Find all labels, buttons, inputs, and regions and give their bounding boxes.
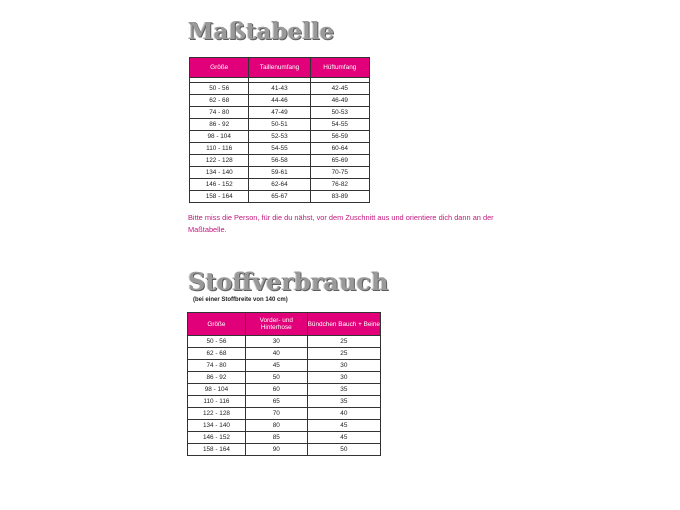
table-cell: 47-49 bbox=[249, 107, 310, 119]
table-cell: 50-53 bbox=[310, 107, 369, 119]
column-header-cuffs: Bündchen Bauch + Beine bbox=[307, 313, 380, 336]
table-cell: 41-43 bbox=[249, 83, 310, 95]
table-cell: 30 bbox=[307, 360, 380, 372]
table-cell: 62-64 bbox=[249, 179, 310, 191]
table-cell: 45 bbox=[245, 360, 307, 372]
table-row bbox=[188, 396, 381, 408]
table-row bbox=[188, 360, 381, 372]
table-cell: 76-82 bbox=[310, 179, 369, 191]
table-cell: 86 - 92 bbox=[188, 372, 246, 384]
table-cell: 50 - 56 bbox=[190, 83, 249, 95]
table-cell: 65-67 bbox=[249, 191, 310, 203]
table-cell: 30 bbox=[307, 372, 380, 384]
table-cell: 50 bbox=[245, 372, 307, 384]
table-header-row bbox=[188, 313, 381, 336]
table-row bbox=[190, 107, 370, 119]
table-row bbox=[188, 372, 381, 384]
table-cell: 110 - 116 bbox=[190, 143, 249, 155]
table-row bbox=[188, 384, 381, 396]
table-cell: 54-55 bbox=[310, 119, 369, 131]
measure-table-body bbox=[190, 83, 370, 203]
table-cell: 90 bbox=[245, 444, 307, 456]
measure-table bbox=[189, 57, 370, 203]
table-cell: 46-49 bbox=[310, 95, 369, 107]
column-header-size: Größe bbox=[188, 313, 246, 336]
table-row bbox=[190, 83, 370, 95]
table-cell: 59-61 bbox=[249, 167, 310, 179]
table-cell: 62 - 68 bbox=[188, 348, 246, 360]
column-header-waist: Taillenumfang bbox=[249, 58, 310, 78]
table-row bbox=[188, 420, 381, 432]
column-header-front-back-pants: Vorder- und Hinterhose bbox=[245, 313, 307, 336]
table-cell: 65 bbox=[245, 396, 307, 408]
table-cell: 60 bbox=[245, 384, 307, 396]
table-cell: 122 - 128 bbox=[190, 155, 249, 167]
column-header-hip: Hüftumfang bbox=[310, 58, 369, 78]
table-cell: 85 bbox=[245, 432, 307, 444]
table-cell: 56-58 bbox=[249, 155, 310, 167]
table-cell: 83-89 bbox=[310, 191, 369, 203]
column-header-size: Größe bbox=[190, 58, 249, 78]
table-cell: 45 bbox=[307, 432, 380, 444]
table-cell: 74 - 80 bbox=[190, 107, 249, 119]
table-row bbox=[190, 119, 370, 131]
table-row bbox=[190, 131, 370, 143]
table-cell: 122 - 128 bbox=[188, 408, 246, 420]
table-cell: 30 bbox=[245, 336, 307, 348]
table-cell: 146 - 152 bbox=[190, 179, 249, 191]
table-row bbox=[190, 191, 370, 203]
table-row bbox=[190, 179, 370, 191]
fabric-usage-subtitle: (bei einer Stoffbreite von 140 cm) bbox=[193, 297, 288, 303]
fabric-usage-table bbox=[187, 312, 381, 456]
table-row bbox=[188, 348, 381, 360]
table-cell: 35 bbox=[307, 384, 380, 396]
table-row bbox=[188, 408, 381, 420]
table-cell: 25 bbox=[307, 336, 380, 348]
table-cell: 70 bbox=[245, 408, 307, 420]
table-cell: 44-46 bbox=[249, 95, 310, 107]
fabric-usage-table-body bbox=[188, 336, 381, 456]
table-cell: 98 - 104 bbox=[190, 131, 249, 143]
table-cell: 70-75 bbox=[310, 167, 369, 179]
table-cell: 98 - 104 bbox=[188, 384, 246, 396]
table-cell: 60-64 bbox=[310, 143, 369, 155]
table-cell: 54-55 bbox=[249, 143, 310, 155]
table-cell: 56-59 bbox=[310, 131, 369, 143]
table-cell: 52-53 bbox=[249, 131, 310, 143]
table-cell: 74 - 80 bbox=[188, 360, 246, 372]
table-cell: 40 bbox=[307, 408, 380, 420]
table-cell: 25 bbox=[307, 348, 380, 360]
table-cell: 42-45 bbox=[310, 83, 369, 95]
table-cell: 65-69 bbox=[310, 155, 369, 167]
table-cell: 80 bbox=[245, 420, 307, 432]
table-header-row bbox=[190, 58, 370, 78]
table-cell: 134 - 140 bbox=[190, 167, 249, 179]
table-cell: 62 - 68 bbox=[190, 95, 249, 107]
table-cell: 86 - 92 bbox=[190, 119, 249, 131]
table-cell: 50 bbox=[307, 444, 380, 456]
table-row bbox=[190, 167, 370, 179]
fabric-usage-title: Stoffverbrauch bbox=[188, 267, 389, 296]
table-cell: 110 - 116 bbox=[188, 396, 246, 408]
table-cell: 158 - 164 bbox=[188, 444, 246, 456]
table-cell: 134 - 140 bbox=[188, 420, 246, 432]
table-row bbox=[190, 143, 370, 155]
table-cell: 40 bbox=[245, 348, 307, 360]
table-cell: 146 - 152 bbox=[188, 432, 246, 444]
table-row bbox=[188, 444, 381, 456]
table-row bbox=[190, 155, 370, 167]
table-cell: 50 - 56 bbox=[188, 336, 246, 348]
table-row bbox=[188, 432, 381, 444]
measure-table-title: Maßtabelle bbox=[188, 18, 335, 45]
table-cell: 50-51 bbox=[249, 119, 310, 131]
table-cell: 45 bbox=[307, 420, 380, 432]
table-cell: 158 - 164 bbox=[190, 191, 249, 203]
measure-note: Bitte miss die Person, für die du nähst, vor dem Zuschnitt aus und orientiere dich dann an der Maßtabelle. bbox=[188, 213, 494, 234]
table-row bbox=[190, 95, 370, 107]
table-row bbox=[188, 336, 381, 348]
table-cell: 35 bbox=[307, 396, 380, 408]
